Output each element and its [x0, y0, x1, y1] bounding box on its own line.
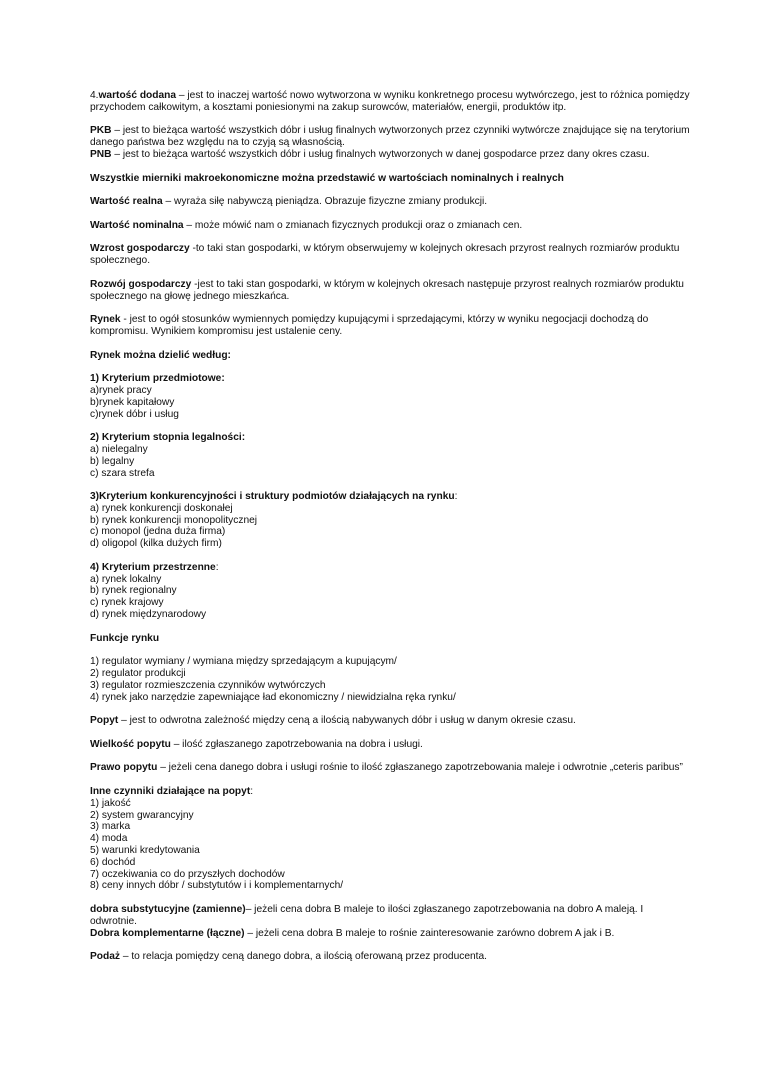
heading-mierniki — [90, 173, 690, 185]
list-item: d) rynek międzynarodowy — [90, 609, 207, 621]
list-item: 3) regulator rozmieszczenia czynników wytwórczych — [90, 679, 326, 691]
term: Wzrost gospodarczy — [90, 243, 190, 255]
definition: – jeżeli cena dobra B maleje to ilości zgłaszanego zapotrzebowania na dobro A maleją. I odwrotnie. — [90, 903, 644, 927]
list-item: c) monopol (jedna duża firma) — [90, 526, 226, 538]
list-item: 7) oczekiwania co do przyszłych dochodów — [90, 868, 285, 880]
definition: -to taki stan gospodarki, w którym obserwujemy w kolejnych okresach przyrost realnych rozmiarów produktu społecznego. — [90, 243, 680, 267]
heading-text: 1) Kryterium przedmiotowe: — [90, 373, 225, 385]
list-item: 2) system gwarancyjny — [90, 809, 194, 821]
definition: – jeżeli cena dobra B maleje to rośnie zainteresowanie zarówno dobrem A jak i B. — [244, 927, 615, 939]
paragraph-wartosc-nominalna — [90, 220, 690, 232]
list-item: 6) dochód — [90, 856, 136, 868]
term: Wartość realna — [90, 196, 163, 208]
list-item: 1) regulator wymiany / wymiana między sprzedającym a kupującym/ — [90, 656, 397, 668]
paragraph-rynek — [90, 314, 690, 338]
definition: – wyraża siłę nabywczą pieniądza. Obrazuje fizyczne zmiany produkcji. — [162, 196, 488, 208]
list-item: 4) rynek jako narzędzie zapewniające ład ekonomiczny / niewidzialna ręka rynku/ — [90, 691, 456, 703]
list-item: b)rynek kapitałowy — [90, 396, 175, 408]
definition: – jest to odwrotna zależność między ceną a ilością nabywanych dóbr i usług w danym okresie czasu. — [118, 715, 576, 727]
heading-text: 3)Kryterium konkurencyjności i struktury podmiotów działających na rynku — [90, 491, 455, 503]
term: dobra substytucyjne (zamienne) — [90, 903, 246, 915]
list-item: 3) marka — [90, 821, 131, 833]
heading-text: Funkcje rynku — [90, 632, 160, 644]
list-item: b) rynek regionalny — [90, 585, 177, 597]
paragraph-wzrost — [90, 243, 690, 267]
heading-text: 2) Kryterium stopnia legalności: — [90, 432, 246, 444]
paragraph-popyt — [90, 715, 690, 727]
paragraph-prawo-popytu — [90, 762, 690, 774]
heading-rynek-podzial — [90, 350, 690, 362]
list-item: c) szara strefa — [90, 467, 155, 479]
term: Dobra komplementarne (łączne) — [90, 927, 245, 939]
list-item: b) legalny — [90, 455, 135, 467]
list-item: a) rynek lokalny — [90, 573, 162, 585]
list-item: 2) regulator produkcji — [90, 668, 186, 680]
list-item: a) rynek konkurencji doskonałej — [90, 502, 233, 514]
definition: – to relacja pomiędzy ceną danego dobra, a ilością oferowaną przez producenta. — [120, 951, 487, 963]
paragraph-wartosc-dodana — [90, 90, 690, 114]
definition: – jest to bieżąca wartość wszystkich dóbr i usług finalnych wytworzonych w danej gospodarce przez dany okres czasu. — [111, 148, 650, 160]
list-item: d) oligopol (kilka dużych firm) — [90, 538, 222, 550]
heading-kryterium-4 — [90, 562, 690, 574]
list-item: c) rynek krajowy — [90, 597, 164, 609]
list-item: 1) jakość — [90, 797, 131, 809]
term: PKB — [90, 125, 112, 137]
definition: -jest to taki stan gospodarki, w którym w kolejnych okresach następuje przyrost realnych rozmiarów produktu społecznego na głowę jednego mieszkańca. — [90, 278, 684, 302]
list-item: a)rynek pracy — [90, 384, 152, 396]
term: Wartość nominalna — [90, 219, 184, 231]
definition: – jest to inaczej wartość nowo wytworzona w wyniku konkretnego procesu wytwórczego, jest to różnica pomiędzy przychodem całkowitym, a kosztami poniesionymi na zakup surowców, materiałów, energii, produktów itp. — [90, 90, 690, 113]
list-item: b) rynek konkurencji monopolitycznej — [90, 514, 258, 526]
list-item: 4) moda — [90, 833, 128, 845]
paragraph-pkb — [90, 125, 690, 149]
term: Wielkość popytu — [90, 738, 171, 750]
heading-text: 4) Kryterium przestrzenne — [90, 561, 216, 573]
term: Prawo popytu — [90, 762, 158, 774]
definition: – może mówić nam o zmianach fizycznych produkcji oraz o zmianach cen. — [183, 219, 523, 231]
definition: – ilość zgłaszanego zapotrzebowania na dobra i usługi. — [170, 738, 423, 750]
term: Rozwój gospodarczy — [90, 278, 192, 290]
paragraph-wielkosc-popytu — [90, 739, 690, 751]
definition: – jeżeli cena danego dobra i usługi rośnie to ilość zgłaszanego zapotrzebowania maleje i odwrotnie „ceteris paribus” — [157, 762, 683, 774]
list-item: 5) warunki kredytowania — [90, 845, 200, 856]
term: Rynek — [90, 314, 121, 326]
paragraph-dobra-komplementarne — [90, 928, 690, 940]
heading-kryterium-1 — [90, 373, 690, 385]
list-item: c)rynek dóbr i usług — [90, 408, 179, 420]
heading-text: Inne czynniki działające na popyt — [90, 786, 251, 798]
heading-funkcje-rynku — [90, 633, 690, 645]
term: wartość dodana — [98, 90, 177, 101]
term: Podaż — [90, 951, 121, 963]
prefix: 4. — [90, 90, 99, 101]
heading-inne-czynniki — [90, 786, 690, 798]
list-item: 8) ceny innych dóbr / substytutów i i komplementarnych/ — [90, 880, 344, 892]
paragraph-wartosc-realna — [90, 196, 690, 208]
colon: : — [250, 786, 254, 798]
definition: - jest to ogół stosunków wymiennych pomiędzy kupującymi i sprzedającymi, którzy w wyniku negocjacji dochodzą do kompromisu. Wynikiem kompromisu jest ustalenie ceny. — [90, 314, 649, 337]
heading-kryterium-3 — [90, 491, 690, 503]
colon: : — [215, 561, 219, 573]
term: Popyt — [90, 715, 119, 727]
paragraph-podaz — [90, 951, 690, 963]
colon: : — [454, 491, 458, 503]
paragraph-pnb — [90, 149, 690, 161]
list-item: a) nielegalny — [90, 443, 148, 455]
heading-text: Rynek można dzielić według: — [90, 349, 231, 361]
paragraph-dobra-substytucyjne — [90, 904, 690, 928]
heading-text: Wszystkie mierniki makroekonomiczne można przedstawić w wartościach nominalnych i realnych — [90, 172, 564, 184]
heading-kryterium-2 — [90, 432, 690, 444]
definition: – jest to bieżąca wartość wszystkich dóbr i usług finalnych wytworzonych przez czynniki wytwórcze znajdujące się na terytorium danego państwa bez względu na to czyją są własnością. — [90, 125, 690, 149]
term: PNB — [90, 148, 112, 160]
paragraph-rozwoj — [90, 279, 690, 303]
